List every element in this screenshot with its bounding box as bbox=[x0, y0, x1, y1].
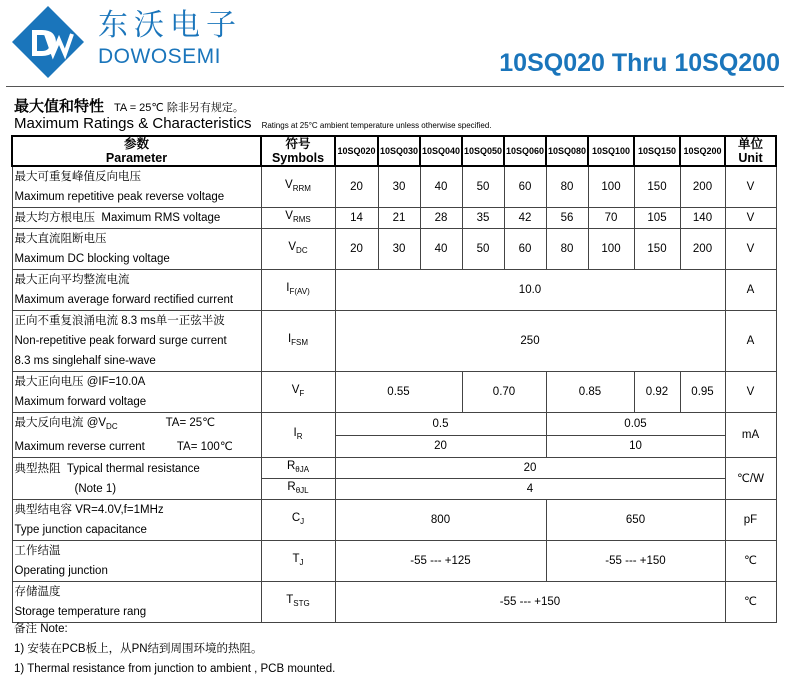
table-cell: 56 bbox=[546, 208, 588, 229]
table-cell: 800 bbox=[335, 500, 546, 541]
header-part: 10SQ040 bbox=[420, 136, 462, 166]
table-row bbox=[12, 372, 776, 413]
table-row bbox=[12, 413, 776, 436]
symbol-ifav: $I_{F(AV)}$ bbox=[261, 270, 335, 311]
table-cell: 20 bbox=[335, 166, 378, 208]
param-tstg: 存储温度 Storage temperature rang bbox=[12, 582, 261, 623]
page-header bbox=[0, 0, 790, 90]
header-parameter: 参数 Parameter bbox=[12, 136, 261, 166]
section-title-en: Maximum Ratings & Characteristics Ratings at 25°C ambient temperature unless otherwise specified. bbox=[14, 115, 492, 132]
part-number-title: 10SQ020 Thru 10SQ200 bbox=[499, 49, 780, 77]
param-ifav: 最大正向平均整流电流 Maximum average forward rectified current bbox=[12, 270, 261, 311]
table-cell: 140 bbox=[680, 208, 725, 229]
table-cell: 80 bbox=[546, 166, 588, 208]
table-cell: 200 bbox=[680, 166, 725, 208]
table-cell: 650 bbox=[546, 500, 725, 541]
symbol-cj: $C_J$ bbox=[261, 500, 335, 541]
table-cell: 80 bbox=[546, 229, 588, 270]
param-rth: 典型热阻 Typical thermal resistance (Note 1) bbox=[12, 458, 261, 500]
header-part: 10SQ100 bbox=[588, 136, 634, 166]
table-row bbox=[12, 229, 776, 270]
header-part: 10SQ060 bbox=[504, 136, 546, 166]
header-symbols: 符号 Symbols bbox=[261, 136, 335, 166]
note-line-cn: 1) 安装在PCB板上，从PN结到周围环境的热阻。 bbox=[14, 643, 263, 655]
unit-cell: ℃ bbox=[725, 541, 776, 582]
header-part: 10SQ150 bbox=[634, 136, 680, 166]
header-part: 10SQ030 bbox=[378, 136, 420, 166]
notes-title: 备注 Note: bbox=[14, 623, 68, 635]
symbol-ir: $I_R$ bbox=[261, 413, 335, 458]
table-cell: 14 bbox=[335, 208, 378, 229]
table-cell: 150 bbox=[634, 229, 680, 270]
param-vf: 最大正向电压 @IF=10.0A Maximum forward voltage bbox=[12, 372, 261, 413]
table-cell: 20 bbox=[335, 458, 725, 479]
symbol-rthjl: $R_{\theta JL}$ bbox=[261, 479, 335, 500]
unit-cell: V bbox=[725, 372, 776, 413]
param-tj: 工作结温 Operating junction bbox=[12, 541, 261, 582]
table-cell: 10.0 bbox=[335, 270, 725, 311]
table-cell: 10 bbox=[546, 435, 725, 458]
unit-cell: A bbox=[725, 311, 776, 372]
table-cell: 105 bbox=[634, 208, 680, 229]
table-cell: 0.05 bbox=[546, 413, 725, 436]
param-vdc: 最大直流阻断电压 Maximum DC blocking voltage bbox=[12, 229, 261, 270]
table-cell: 250 bbox=[335, 311, 725, 372]
table-cell: 4 bbox=[335, 479, 725, 500]
table-row bbox=[12, 541, 776, 582]
symbol-rthja: $R_{\theta JA}$ bbox=[261, 458, 335, 479]
table-cell: 200 bbox=[680, 229, 725, 270]
unit-cell: V bbox=[725, 229, 776, 270]
table-cell: 0.95 bbox=[680, 372, 725, 413]
header-part: 10SQ080 bbox=[546, 136, 588, 166]
notes-section bbox=[14, 619, 335, 679]
table-cell: 0.55 bbox=[335, 372, 462, 413]
note-line-en: 1) Thermal resistance from junction to ambient , PCB mounted. bbox=[14, 663, 336, 675]
table-cell: 28 bbox=[420, 208, 462, 229]
param-ir: 最大反向电流 $@V_{DC}$ TA= 25℃ Maximum reverse current TA= 100℃ bbox=[12, 413, 261, 458]
table-cell: -55 --- +125 bbox=[335, 541, 546, 582]
table-cell: 50 bbox=[462, 166, 504, 208]
header-divider bbox=[6, 86, 784, 87]
table-cell: 30 bbox=[378, 229, 420, 270]
symbol-ifsm: $I_{FSM}$ bbox=[261, 311, 335, 372]
param-vrms: 最大均方根电压 Maximum RMS voltage bbox=[12, 208, 261, 229]
symbol-vf: $V_F$ bbox=[261, 372, 335, 413]
table-row bbox=[12, 270, 776, 311]
brand-name-en: DOWOSEMI bbox=[98, 45, 221, 68]
table-cell: 40 bbox=[420, 166, 462, 208]
unit-cell: A bbox=[725, 270, 776, 311]
symbol-tstg: $T_{STG}$ bbox=[261, 582, 335, 623]
table-cell: -55 --- +150 bbox=[335, 582, 725, 623]
table-cell: 0.92 bbox=[634, 372, 680, 413]
ratings-table bbox=[11, 135, 777, 623]
dowosemi-logo-icon bbox=[10, 4, 86, 80]
header-unit: 单位 Unit bbox=[725, 136, 776, 166]
table-cell: 50 bbox=[462, 229, 504, 270]
table-row bbox=[12, 166, 776, 208]
table-row bbox=[12, 500, 776, 541]
table-cell: 21 bbox=[378, 208, 420, 229]
table-cell: 40 bbox=[420, 229, 462, 270]
table-cell: 30 bbox=[378, 166, 420, 208]
table-cell: 0.5 bbox=[335, 413, 546, 436]
table-cell: 42 bbox=[504, 208, 546, 229]
table-row bbox=[12, 311, 776, 372]
unit-cell: V bbox=[725, 166, 776, 208]
symbol-vdc: $V_{DC}$ bbox=[261, 229, 335, 270]
table-cell: -55 --- +150 bbox=[546, 541, 725, 582]
table-cell: 100 bbox=[588, 166, 634, 208]
header-part: 10SQ200 bbox=[680, 136, 725, 166]
table-cell: 150 bbox=[634, 166, 680, 208]
table-header-row bbox=[12, 136, 776, 166]
symbol-tj: $T_J$ bbox=[261, 541, 335, 582]
symbol-vrrm: $V_{RRM}$ bbox=[261, 166, 335, 208]
table-cell: 60 bbox=[504, 166, 546, 208]
brand-name-cn: 东沃电子 bbox=[98, 8, 242, 43]
param-vrrm: 最大可重复峰值反向电压 Maximum repetitive peak reverse voltage bbox=[12, 166, 261, 208]
table-cell: 70 bbox=[588, 208, 634, 229]
unit-cell: ℃ bbox=[725, 582, 776, 623]
param-cj: 典型结电容 VR=4.0V,f=1MHz Type junction capacitance bbox=[12, 500, 261, 541]
table-cell: 20 bbox=[335, 229, 378, 270]
table-row bbox=[12, 208, 776, 229]
unit-cell: mA bbox=[725, 413, 776, 458]
unit-cell: V bbox=[725, 208, 776, 229]
unit-cell: ℃/W bbox=[725, 458, 776, 500]
table-cell: 35 bbox=[462, 208, 504, 229]
section-condition-cn: TA = 25℃ 除非另有规定。 bbox=[114, 102, 244, 114]
header-part: 10SQ020 bbox=[335, 136, 378, 166]
symbol-vrms: $V_{RMS}$ bbox=[261, 208, 335, 229]
section-title-cn: 最大值和特性 TA = 25℃ 除非另有规定。 bbox=[14, 98, 244, 115]
table-cell: 0.70 bbox=[462, 372, 546, 413]
table-cell: 100 bbox=[588, 229, 634, 270]
section-condition-en: Ratings at 25°C ambient temperature unless otherwise specified. bbox=[261, 121, 492, 130]
table-cell: 60 bbox=[504, 229, 546, 270]
table-cell: 20 bbox=[335, 435, 546, 458]
table-row bbox=[12, 582, 776, 623]
unit-cell: pF bbox=[725, 500, 776, 541]
table-cell: 0.85 bbox=[546, 372, 634, 413]
table-row bbox=[12, 458, 776, 479]
header-part: 10SQ050 bbox=[462, 136, 504, 166]
param-ifsm: 正向不重复浪涌电流 8.3 ms单一正弦半波 Non-repetitive peak forward surge current 8.3 ms singlehalf sine-wave bbox=[12, 311, 261, 372]
